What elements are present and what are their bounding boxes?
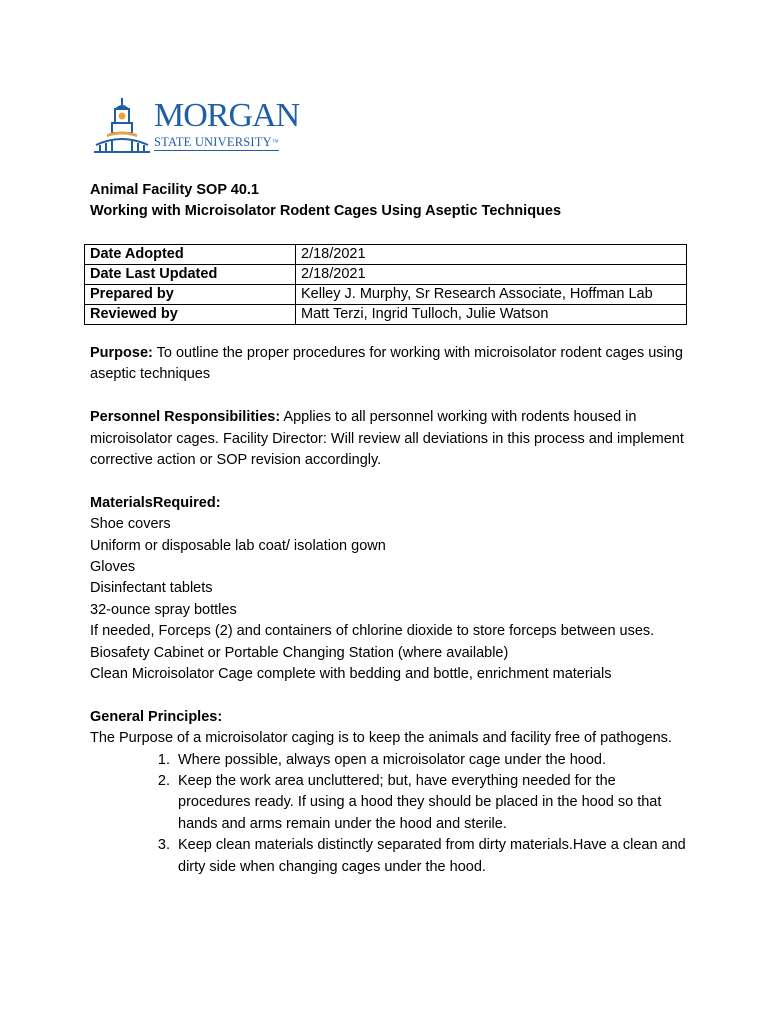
table-value: 2/18/2021 bbox=[296, 245, 687, 265]
table-value: Kelley J. Murphy, Sr Research Associate, Hoffman Lab bbox=[296, 285, 687, 305]
sop-number: Animal Facility SOP 40.1 bbox=[90, 182, 259, 198]
sop-title: Working with Microisolator Rodent Cages Using Aseptic Techniques bbox=[90, 203, 562, 219]
university-logo bbox=[92, 95, 302, 157]
materials-label: MaterialsRequired: bbox=[90, 494, 221, 511]
personnel-label: Personnel Responsibilities: bbox=[90, 409, 281, 426]
principles-label: General Principles: bbox=[90, 708, 223, 725]
purpose-label: Purpose: bbox=[90, 345, 153, 361]
personnel-text: Applies to all personnel working with rodents housed in microisolator cages. Facility Director: Will review all deviations in this process and implement corrective action or SOP revision accordingly. bbox=[90, 409, 684, 469]
list-item: 3. Keep clean materials distinctly separated from dirty materials.Have a clean and dirty side when changing cages under the hood. bbox=[174, 835, 690, 878]
purpose-text: To outline the proper procedures for working with microisolator rodent cages using aseptic techniques bbox=[90, 345, 683, 383]
list-item: Uniform or disposable lab coat/ isolation gown bbox=[90, 537, 386, 554]
table-label: Date Adopted bbox=[85, 245, 296, 265]
logo-wordmark: MORGAN bbox=[154, 97, 300, 134]
table-label: Date Last Updated bbox=[85, 265, 296, 285]
logo-subtitle-text: STATE UNIVERSITY bbox=[154, 135, 272, 149]
table-row bbox=[85, 245, 687, 265]
sop-info-table bbox=[84, 244, 687, 325]
document-title-block bbox=[90, 180, 710, 222]
materials-list bbox=[90, 514, 690, 685]
list-item: 2. Keep the work area uncluttered; but, have everything needed for the procedures ready. If using a hood they should be placed in the hood so that hands and arms remain under the hood and sterile. bbox=[174, 771, 690, 835]
table-row bbox=[85, 285, 687, 305]
table-row bbox=[85, 265, 687, 285]
table-value: 2/18/2021 bbox=[296, 265, 687, 285]
personnel-section bbox=[90, 407, 690, 471]
principles-steps bbox=[90, 750, 690, 878]
list-item: Shoe covers bbox=[90, 516, 171, 533]
list-item: If needed, Forceps (2) and containers of chlorine dioxide to store forceps between uses. bbox=[90, 623, 655, 640]
table-row bbox=[85, 305, 687, 325]
list-item: Biosafety Cabinet or Portable Changing Station (where available) bbox=[90, 644, 509, 661]
document-body bbox=[90, 343, 690, 878]
table-value: Matt Terzi, Ingrid Tulloch, Julie Watson bbox=[296, 305, 687, 325]
building-icon bbox=[92, 95, 152, 157]
list-item: 1. Where possible, always open a microisolator cage under the hood. bbox=[174, 750, 690, 771]
principles-intro: The Purpose of a microisolator caging is to keep the animals and facility free of pathogens. bbox=[90, 730, 672, 747]
list-item: Disinfectant tablets bbox=[90, 580, 213, 597]
logo-trademark: ™ bbox=[271, 138, 279, 146]
purpose-section bbox=[90, 343, 690, 386]
list-item: Gloves bbox=[90, 559, 136, 576]
list-item: Clean Microisolator Cage complete with bedding and bottle, enrichment materials bbox=[90, 666, 612, 683]
table-label: Reviewed by bbox=[85, 305, 296, 325]
table-label: Prepared by bbox=[85, 285, 296, 305]
list-item: 32-ounce spray bottles bbox=[90, 601, 237, 618]
logo-subtitle bbox=[154, 135, 279, 151]
